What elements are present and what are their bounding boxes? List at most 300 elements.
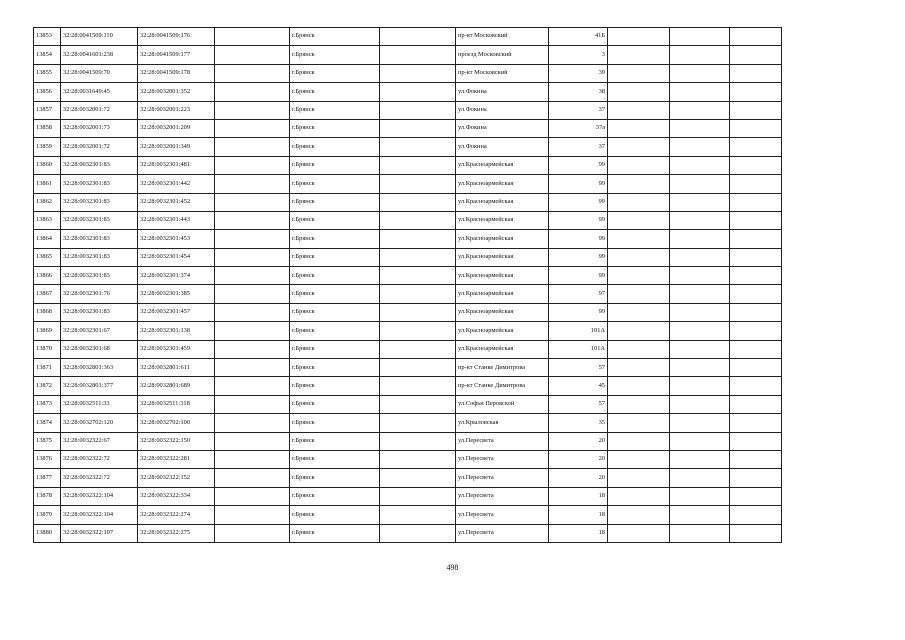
- table-cell-c1: 32:28:0032301:76: [61, 285, 138, 303]
- table-cell-c2: 32:28:0032322:152: [138, 469, 215, 487]
- table-cell-c2: 32:28:0032301:443: [138, 211, 215, 229]
- table-cell-c8: [608, 138, 670, 156]
- table-cell-c9: [670, 28, 730, 46]
- table-cell-c8: [608, 285, 670, 303]
- table-cell-c6: ул.Фокина: [456, 119, 549, 137]
- table-cell-c8: [608, 267, 670, 285]
- table-cell-c3: [215, 101, 290, 119]
- table-cell-c8: [608, 340, 670, 358]
- table-cell-c2: 32:28:0032322:274: [138, 506, 215, 524]
- table-cell-c9: [670, 322, 730, 340]
- table-cell-c9: [670, 359, 730, 377]
- table-cell-c5: [380, 64, 456, 82]
- table-cell-empty: [730, 230, 782, 248]
- table-cell-c4: г.Брянск: [290, 101, 380, 119]
- table-cell-c7: 99: [549, 193, 608, 211]
- table-cell-id: 13858: [34, 119, 61, 137]
- table-cell-c1: 32:28:0032301:68: [61, 340, 138, 358]
- table-cell-c4: г.Брянск: [290, 359, 380, 377]
- table-cell-c4: г.Брянск: [290, 414, 380, 432]
- table-row: [34, 524, 782, 542]
- table-cell-c1: 32:28:0032301:83: [61, 230, 138, 248]
- table-cell-empty: [730, 175, 782, 193]
- table-cell-c6: ул.Красноармейская: [456, 303, 549, 321]
- table-cell-c8: [608, 64, 670, 82]
- table-cell-c8: [608, 414, 670, 432]
- table-row: [34, 303, 782, 321]
- table-row: [34, 340, 782, 358]
- table-cell-c9: [670, 469, 730, 487]
- table-cell-c9: [670, 267, 730, 285]
- table-cell-c7: 101А: [549, 340, 608, 358]
- table-cell-empty: [730, 450, 782, 468]
- table-cell-empty: [730, 303, 782, 321]
- table-cell-c3: [215, 506, 290, 524]
- table-row: [34, 119, 782, 137]
- table-cell-c6: ул.Пересвета: [456, 524, 549, 542]
- table-cell-c5: [380, 303, 456, 321]
- table-cell-c7: 37: [549, 138, 608, 156]
- table-cell-c2: 32:28:0032301:481: [138, 156, 215, 174]
- table-cell-c9: [670, 506, 730, 524]
- table-cell-c3: [215, 414, 290, 432]
- table-cell-c8: [608, 193, 670, 211]
- table-row: [34, 101, 782, 119]
- table-cell-empty: [730, 138, 782, 156]
- table-cell-id: 13872: [34, 377, 61, 395]
- table-row: [34, 46, 782, 64]
- table-cell-c6: ул.Красноармейская: [456, 230, 549, 248]
- table-cell-c5: [380, 211, 456, 229]
- table-cell-c1: 32:28:0041509:110: [61, 28, 138, 46]
- table-row: [34, 450, 782, 468]
- table-cell-c6: ул.Пересвета: [456, 469, 549, 487]
- table-cell-c5: [380, 119, 456, 137]
- table-row: [34, 28, 782, 46]
- table-cell-c3: [215, 119, 290, 137]
- table-cell-c3: [215, 395, 290, 413]
- table-cell-c3: [215, 469, 290, 487]
- table-cell-c1: 32:28:0032322:104: [61, 506, 138, 524]
- table-cell-c8: [608, 248, 670, 266]
- table-cell-c6: проезд Московский: [456, 46, 549, 64]
- table-cell-c1: 32:28:0041509:70: [61, 64, 138, 82]
- table-cell-id: 13860: [34, 156, 61, 174]
- table-cell-id: 13862: [34, 193, 61, 211]
- table-cell-c2: 32:28:0041509:177: [138, 46, 215, 64]
- table-cell-c2: 32:28:0032511:318: [138, 395, 215, 413]
- table-cell-id: 13856: [34, 83, 61, 101]
- table-cell-c3: [215, 487, 290, 505]
- table-row: [34, 469, 782, 487]
- table-cell-empty: [730, 359, 782, 377]
- table-cell-c6: ул.Фокина: [456, 101, 549, 119]
- table-cell-c4: г.Брянск: [290, 506, 380, 524]
- table-cell-c5: [380, 487, 456, 505]
- table-cell-c8: [608, 322, 670, 340]
- table-cell-c2: 32:28:0041509:176: [138, 28, 215, 46]
- table-cell-c3: [215, 450, 290, 468]
- table-cell-c9: [670, 524, 730, 542]
- table-cell-c1: 32:28:0032801:377: [61, 377, 138, 395]
- table-cell-c7: 99: [549, 230, 608, 248]
- table-cell-id: 13853: [34, 28, 61, 46]
- table-cell-c6: ул.Пересвета: [456, 506, 549, 524]
- table-cell-c9: [670, 303, 730, 321]
- table-cell-c7: 45: [549, 377, 608, 395]
- table-cell-c7: 18: [549, 524, 608, 542]
- table-cell-id: 13859: [34, 138, 61, 156]
- table-row: [34, 359, 782, 377]
- table-cell-c8: [608, 377, 670, 395]
- table-cell-c2: 32:28:0032801:689: [138, 377, 215, 395]
- table-cell-c1: 32:28:0031649:45: [61, 83, 138, 101]
- table-cell-c7: 99: [549, 248, 608, 266]
- table-cell-c9: [670, 211, 730, 229]
- table-cell-c2: 32:28:0032001:209: [138, 119, 215, 137]
- table-cell-c5: [380, 377, 456, 395]
- table-cell-id: 13879: [34, 506, 61, 524]
- table-cell-c1: 32:28:0032301:83: [61, 211, 138, 229]
- table-row: [34, 175, 782, 193]
- table-cell-id: 13861: [34, 175, 61, 193]
- table-cell-c5: [380, 267, 456, 285]
- table-cell-c9: [670, 395, 730, 413]
- table-cell-c9: [670, 101, 730, 119]
- table-cell-c2: 32:28:0041509:178: [138, 64, 215, 82]
- table-cell-c6: ул.Красноармейская: [456, 211, 549, 229]
- table-cell-c1: 32:28:0032301:83: [61, 267, 138, 285]
- table-cell-c3: [215, 267, 290, 285]
- table-cell-c3: [215, 303, 290, 321]
- table-cell-c3: [215, 377, 290, 395]
- table-cell-c6: пр-кт Станке Димитрова: [456, 377, 549, 395]
- table-row: [34, 432, 782, 450]
- table-cell-c6: ул.Красноармейская: [456, 193, 549, 211]
- table-cell-c1: 32:28:0032001:72: [61, 138, 138, 156]
- table-cell-c5: [380, 193, 456, 211]
- table-cell-c7: 99: [549, 303, 608, 321]
- table-cell-c4: г.Брянск: [290, 248, 380, 266]
- table-cell-c4: г.Брянск: [290, 469, 380, 487]
- table-cell-id: 13874: [34, 414, 61, 432]
- table-cell-c4: г.Брянск: [290, 46, 380, 64]
- table-cell-c6: ул.Красноармейская: [456, 285, 549, 303]
- table-cell-c4: г.Брянск: [290, 432, 380, 450]
- table-cell-c5: [380, 322, 456, 340]
- table-cell-id: 13865: [34, 248, 61, 266]
- table-cell-empty: [730, 64, 782, 82]
- table-cell-c8: [608, 450, 670, 468]
- table-cell-c9: [670, 432, 730, 450]
- table-cell-id: 13855: [34, 64, 61, 82]
- table-cell-c5: [380, 156, 456, 174]
- table-cell-c6: ул.Красноармейская: [456, 156, 549, 174]
- table-cell-c5: [380, 46, 456, 64]
- table-cell-c7: 20: [549, 469, 608, 487]
- table-cell-c9: [670, 175, 730, 193]
- table-cell-c5: [380, 138, 456, 156]
- table-cell-empty: [730, 248, 782, 266]
- table-cell-c8: [608, 303, 670, 321]
- table-row: [34, 487, 782, 505]
- table-cell-c2: 32:28:0032301:385: [138, 285, 215, 303]
- table-cell-empty: [730, 83, 782, 101]
- table-cell-c6: ул.Фокина: [456, 83, 549, 101]
- table-cell-c9: [670, 119, 730, 137]
- table-row: [34, 506, 782, 524]
- table-cell-c9: [670, 64, 730, 82]
- table-cell-c8: [608, 28, 670, 46]
- table-row: [34, 267, 782, 285]
- table-cell-c1: 32:28:0032001:72: [61, 101, 138, 119]
- table-cell-c7: 37а: [549, 119, 608, 137]
- table-cell-id: 13867: [34, 285, 61, 303]
- table-cell-c1: 32:28:0032322:72: [61, 450, 138, 468]
- table-cell-c3: [215, 64, 290, 82]
- table-cell-c4: г.Брянск: [290, 340, 380, 358]
- table-body: [34, 28, 782, 543]
- table-cell-c1: 32:28:0032001:73: [61, 119, 138, 137]
- table-cell-c1: 32:28:0032322:72: [61, 469, 138, 487]
- table-row: [34, 156, 782, 174]
- table-cell-c5: [380, 432, 456, 450]
- table-cell-c3: [215, 340, 290, 358]
- table-cell-c9: [670, 83, 730, 101]
- table-cell-c4: г.Брянск: [290, 28, 380, 46]
- table-cell-c2: 32:28:0032301:442: [138, 175, 215, 193]
- table-cell-c3: [215, 524, 290, 542]
- table-cell-c4: г.Брянск: [290, 395, 380, 413]
- table-cell-c8: [608, 119, 670, 137]
- table-cell-c3: [215, 156, 290, 174]
- table-cell-c9: [670, 414, 730, 432]
- table-cell-c9: [670, 340, 730, 358]
- table-cell-c2: 32:28:0032301:457: [138, 303, 215, 321]
- table-cell-empty: [730, 101, 782, 119]
- table-cell-id: 13877: [34, 469, 61, 487]
- table-cell-c7: 101А: [549, 322, 608, 340]
- table-cell-c1: 32:28:0032322:104: [61, 487, 138, 505]
- table-row: [34, 193, 782, 211]
- table-cell-id: 13871: [34, 359, 61, 377]
- table-cell-c7: 18: [549, 506, 608, 524]
- table-cell-id: 13870: [34, 340, 61, 358]
- table-cell-empty: [730, 414, 782, 432]
- table-cell-c7: 20: [549, 450, 608, 468]
- table-cell-c5: [380, 414, 456, 432]
- table-cell-c1: 32:28:0032301:83: [61, 156, 138, 174]
- table-cell-c9: [670, 46, 730, 64]
- table-cell-c1: 32:28:0032801:363: [61, 359, 138, 377]
- table-cell-c8: [608, 469, 670, 487]
- table-cell-c1: 32:28:0032301:83: [61, 248, 138, 266]
- table-cell-c5: [380, 101, 456, 119]
- table-cell-c2: 32:28:0032702:100: [138, 414, 215, 432]
- table-cell-id: 13864: [34, 230, 61, 248]
- table-cell-c2: 32:28:0032001:352: [138, 83, 215, 101]
- table-cell-id: 13854: [34, 46, 61, 64]
- table-cell-c1: 32:28:0032322:107: [61, 524, 138, 542]
- table-cell-empty: [730, 524, 782, 542]
- table-cell-c9: [670, 193, 730, 211]
- table-cell-c9: [670, 230, 730, 248]
- table-cell-c7: 37: [549, 101, 608, 119]
- table-cell-c9: [670, 377, 730, 395]
- table-cell-empty: [730, 28, 782, 46]
- table-cell-c7: 99: [549, 175, 608, 193]
- table-cell-c4: г.Брянск: [290, 267, 380, 285]
- table-cell-empty: [730, 119, 782, 137]
- table-cell-c5: [380, 28, 456, 46]
- table-cell-c6: ул.Красноармейская: [456, 267, 549, 285]
- table-cell-c4: г.Брянск: [290, 377, 380, 395]
- page-number: 498: [446, 563, 459, 572]
- table-cell-empty: [730, 322, 782, 340]
- table-cell-id: 13857: [34, 101, 61, 119]
- table-cell-c2: 32:28:0032301:452: [138, 193, 215, 211]
- table-cell-id: 13866: [34, 267, 61, 285]
- table-row: [34, 414, 782, 432]
- table-cell-c9: [670, 450, 730, 468]
- table-cell-c8: [608, 395, 670, 413]
- table-row: [34, 230, 782, 248]
- table-cell-c2: 32:28:0032301:138: [138, 322, 215, 340]
- table-cell-c5: [380, 469, 456, 487]
- table-row: [34, 322, 782, 340]
- table-cell-c6: ул.Софьи Перовской: [456, 395, 549, 413]
- table-cell-c8: [608, 175, 670, 193]
- table-cell-c4: г.Брянск: [290, 64, 380, 82]
- table-cell-c1: 32:28:0032301:83: [61, 193, 138, 211]
- table-cell-c2: 32:28:0032322:150: [138, 432, 215, 450]
- table-row: [34, 285, 782, 303]
- table-cell-c6: ул.Красноармейская: [456, 322, 549, 340]
- table-cell-c7: 20: [549, 432, 608, 450]
- table-cell-c3: [215, 359, 290, 377]
- table-cell-empty: [730, 432, 782, 450]
- table-row: [34, 83, 782, 101]
- table-cell-c4: г.Брянск: [290, 193, 380, 211]
- table-cell-c4: г.Брянск: [290, 138, 380, 156]
- table-cell-c9: [670, 487, 730, 505]
- table-cell-c4: г.Брянск: [290, 524, 380, 542]
- table-cell-empty: [730, 193, 782, 211]
- table-cell-c2: 32:28:0032301:374: [138, 267, 215, 285]
- table-cell-c7: 35: [549, 414, 608, 432]
- table-cell-empty: [730, 340, 782, 358]
- table-cell-c6: пр-кт Московский: [456, 28, 549, 46]
- table-cell-c8: [608, 524, 670, 542]
- table-cell-c5: [380, 175, 456, 193]
- table-cell-c7: 18: [549, 487, 608, 505]
- table-cell-c7: 99: [549, 156, 608, 174]
- table-cell-c2: 32:28:0032322:275: [138, 524, 215, 542]
- table-cell-c7: 41Б: [549, 28, 608, 46]
- table-cell-empty: [730, 267, 782, 285]
- table-row: [34, 64, 782, 82]
- table-cell-c3: [215, 28, 290, 46]
- table-cell-c5: [380, 395, 456, 413]
- table-cell-c5: [380, 83, 456, 101]
- table-cell-c5: [380, 285, 456, 303]
- table-cell-c4: г.Брянск: [290, 211, 380, 229]
- table-cell-c2: 32:28:0032301:454: [138, 248, 215, 266]
- table-row: [34, 248, 782, 266]
- table-cell-c3: [215, 322, 290, 340]
- table-cell-id: 13875: [34, 432, 61, 450]
- table-cell-id: 13869: [34, 322, 61, 340]
- table-row: [34, 138, 782, 156]
- table-cell-c5: [380, 450, 456, 468]
- table-cell-c7: 57: [549, 395, 608, 413]
- table-cell-c3: [215, 46, 290, 64]
- table-cell-c1: 32:28:0032301:83: [61, 303, 138, 321]
- table-cell-c3: [215, 175, 290, 193]
- table-cell-empty: [730, 211, 782, 229]
- table-cell-c6: ул.Красноармейская: [456, 340, 549, 358]
- table-cell-c6: ул.Пересвета: [456, 487, 549, 505]
- registry-table: [33, 27, 782, 543]
- table-cell-c9: [670, 248, 730, 266]
- table-cell-c4: г.Брянск: [290, 83, 380, 101]
- table-cell-c6: ул.Крыловская: [456, 414, 549, 432]
- table-cell-empty: [730, 46, 782, 64]
- table-cell-c2: 32:28:0032801:611: [138, 359, 215, 377]
- table-cell-c2: 32:28:0032301:453: [138, 230, 215, 248]
- table-cell-c6: ул.Фокина: [456, 138, 549, 156]
- table-cell-c8: [608, 83, 670, 101]
- table-cell-c7: 57: [549, 359, 608, 377]
- table-cell-c3: [215, 193, 290, 211]
- table-cell-c8: [608, 432, 670, 450]
- table-cell-id: 13880: [34, 524, 61, 542]
- table-cell-id: 13878: [34, 487, 61, 505]
- table-cell-c6: ул.Красноармейская: [456, 175, 549, 193]
- table-cell-empty: [730, 395, 782, 413]
- table-cell-c4: г.Брянск: [290, 303, 380, 321]
- table-cell-c5: [380, 248, 456, 266]
- table-cell-id: 13863: [34, 211, 61, 229]
- table-cell-c2: 32:28:0032301:459: [138, 340, 215, 358]
- table-cell-c4: г.Брянск: [290, 119, 380, 137]
- table-cell-c4: г.Брянск: [290, 487, 380, 505]
- table-cell-c5: [380, 506, 456, 524]
- table-cell-c3: [215, 248, 290, 266]
- table-cell-c7: 97: [549, 285, 608, 303]
- table-cell-c8: [608, 487, 670, 505]
- table-cell-c2: 32:28:0032001:223: [138, 101, 215, 119]
- table-cell-empty: [730, 156, 782, 174]
- table-cell-c6: ул.Пересвета: [456, 450, 549, 468]
- table-cell-c4: г.Брянск: [290, 322, 380, 340]
- table-cell-empty: [730, 506, 782, 524]
- table-cell-c8: [608, 101, 670, 119]
- table-cell-c6: ул.Красноармейская: [456, 248, 549, 266]
- table-cell-c5: [380, 524, 456, 542]
- table-row: [34, 377, 782, 395]
- table-cell-c7: 99: [549, 267, 608, 285]
- table-cell-empty: [730, 285, 782, 303]
- table-cell-empty: [730, 487, 782, 505]
- table-cell-c2: 32:28:0032001:349: [138, 138, 215, 156]
- table-cell-c3: [215, 83, 290, 101]
- table-row: [34, 211, 782, 229]
- table-row: [34, 395, 782, 413]
- table-cell-c4: г.Брянск: [290, 230, 380, 248]
- table-cell-empty: [730, 377, 782, 395]
- table-cell-c4: г.Брянск: [290, 285, 380, 303]
